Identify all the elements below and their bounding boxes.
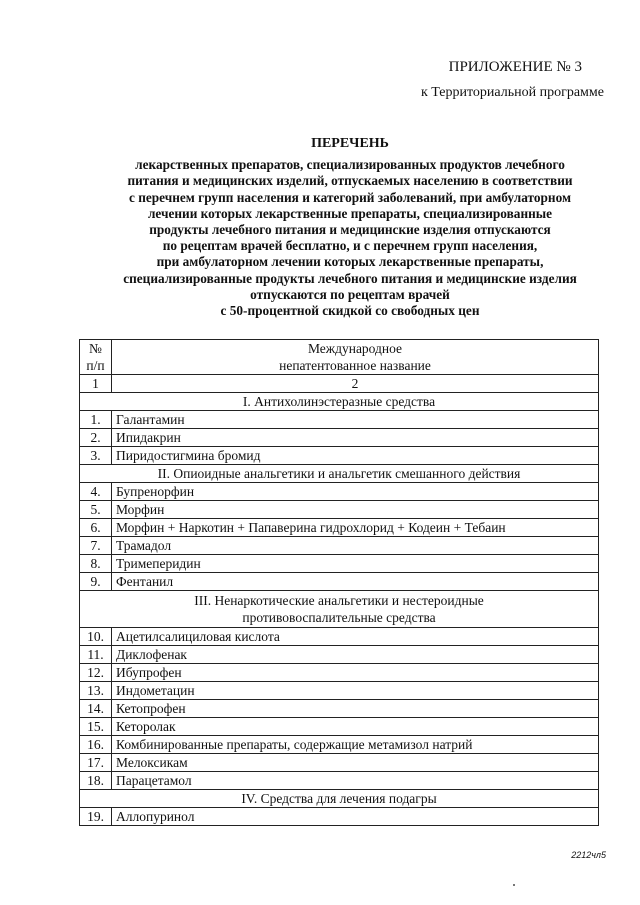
- drug-name: Ацетилсалициловая кислота: [112, 628, 599, 646]
- table-row: [80, 664, 599, 682]
- header-name: [112, 340, 599, 375]
- drug-name: Кеторолак: [112, 718, 599, 736]
- header-number-line1: №: [89, 341, 102, 356]
- row-number: 4.: [80, 483, 112, 501]
- drug-name: Аллопуринол: [112, 808, 599, 826]
- drug-name: Фентанил: [112, 573, 599, 591]
- header-name-line2: непатентованное название: [279, 358, 431, 373]
- row-number: 15.: [80, 718, 112, 736]
- title-main: ПЕРЕЧЕНЬ: [311, 136, 389, 151]
- title-line: с перечнем групп населения и категорий заболеваний, при амбулаторном: [128, 189, 572, 205]
- section-title-line1: III. Ненаркотические анальгетики и нестероидные: [194, 593, 484, 608]
- table-row: [80, 555, 599, 573]
- table-row: [80, 501, 599, 519]
- row-number: 14.: [80, 700, 112, 718]
- row-number: 10.: [80, 628, 112, 646]
- drug-name: Тримеперидин: [112, 555, 599, 573]
- header-number-line2: п/п: [86, 358, 105, 373]
- header-name-line1: Международное: [307, 341, 403, 356]
- title-line: лечении которых лекарственные препараты, специализированные: [147, 205, 553, 221]
- row-number: 6.: [80, 519, 112, 537]
- table-row: [80, 682, 599, 700]
- row-number: 13.: [80, 682, 112, 700]
- drug-name: Морфин + Наркотин + Папаверина гидрохлорид + Кодеин + Тебаин: [112, 519, 599, 537]
- title-line: отпускаются по рецептам врачей: [250, 286, 450, 302]
- drug-name: Ипидакрин: [112, 429, 599, 447]
- row-number: 17.: [80, 754, 112, 772]
- table-row: [80, 429, 599, 447]
- drug-name: Парацетамол: [112, 772, 599, 790]
- table-row: [80, 736, 599, 754]
- section-heading: [80, 591, 599, 628]
- scan-speck: [513, 884, 515, 886]
- title-line: с 50-процентной скидкой со свободных цен: [220, 303, 480, 319]
- table-row: [80, 573, 599, 591]
- table-row: [80, 718, 599, 736]
- document-title: [70, 136, 630, 319]
- table-row: [80, 537, 599, 555]
- section-title: IV. Средства для лечения подагры: [80, 790, 599, 808]
- drug-name: Комбинированные препараты, содержащие метамизол натрий: [112, 736, 599, 754]
- table-row: [80, 754, 599, 772]
- drug-name: Диклофенак: [112, 646, 599, 664]
- drug-name: Трамадол: [112, 537, 599, 555]
- section-title: II. Опиоидные анальгетики и анальгетик смешанного действия: [80, 465, 599, 483]
- drug-name: Бупренорфин: [112, 483, 599, 501]
- table-row: [80, 411, 599, 429]
- section-heading: [80, 393, 599, 411]
- document-code: 2212чл5: [571, 850, 606, 860]
- drug-name: Индометацин: [112, 682, 599, 700]
- row-number: 19.: [80, 808, 112, 826]
- drug-name: Кетопрофен: [112, 700, 599, 718]
- drug-name: Ибупрофен: [112, 664, 599, 682]
- row-number: 3.: [80, 447, 112, 465]
- column-number-row: [80, 375, 599, 393]
- drug-name: Пиридостигмина бромид: [112, 447, 599, 465]
- drug-name: Морфин: [112, 501, 599, 519]
- table-row: [80, 700, 599, 718]
- drug-name: Мелоксикам: [112, 754, 599, 772]
- table-header-row: [80, 340, 599, 375]
- table-row: [80, 646, 599, 664]
- row-number: 5.: [80, 501, 112, 519]
- table-row: [80, 519, 599, 537]
- row-number: 16.: [80, 736, 112, 754]
- appendix-label: ПРИЛОЖЕНИЕ № 3: [448, 59, 582, 75]
- row-number: 9.: [80, 573, 112, 591]
- table-row: [80, 772, 599, 790]
- title-line: по рецептам врачей бесплатно, и с перечнем групп населения,: [162, 238, 538, 254]
- table-row: [80, 628, 599, 646]
- section-title: I. Антихолинэстеразные средства: [80, 393, 599, 411]
- header-number: [80, 340, 112, 375]
- section-heading: [80, 465, 599, 483]
- column-number-2: 2: [112, 375, 599, 393]
- row-number: 7.: [80, 537, 112, 555]
- appendix-reference: к Территориальной программе: [420, 85, 604, 100]
- drug-table: [79, 339, 599, 826]
- table-row: [80, 808, 599, 826]
- row-number: 12.: [80, 664, 112, 682]
- table-row: [80, 483, 599, 501]
- title-line: специализированные продукты лечебного питания и медицинские изделия: [123, 270, 577, 286]
- row-number: 18.: [80, 772, 112, 790]
- column-number-1: 1: [80, 375, 112, 393]
- section-heading: [80, 790, 599, 808]
- row-number: 11.: [80, 646, 112, 664]
- section-title-line2: противовоспалительные средства: [242, 610, 436, 625]
- row-number: 1.: [80, 411, 112, 429]
- title-line: питания и медицинских изделий, отпускаемых населению в соответствии: [127, 173, 573, 189]
- title-line: при амбулаторном лечении которых лекарственные препараты,: [156, 254, 544, 270]
- title-line: лекарственных препаратов, специализированных продуктов лечебного: [135, 157, 565, 173]
- section-title: [80, 591, 599, 628]
- drug-name: Галантамин: [112, 411, 599, 429]
- title-line: продукты лечебного питания и медицинские изделия отпускаются: [149, 222, 551, 238]
- table-row: [80, 447, 599, 465]
- row-number: 8.: [80, 555, 112, 573]
- row-number: 2.: [80, 429, 112, 447]
